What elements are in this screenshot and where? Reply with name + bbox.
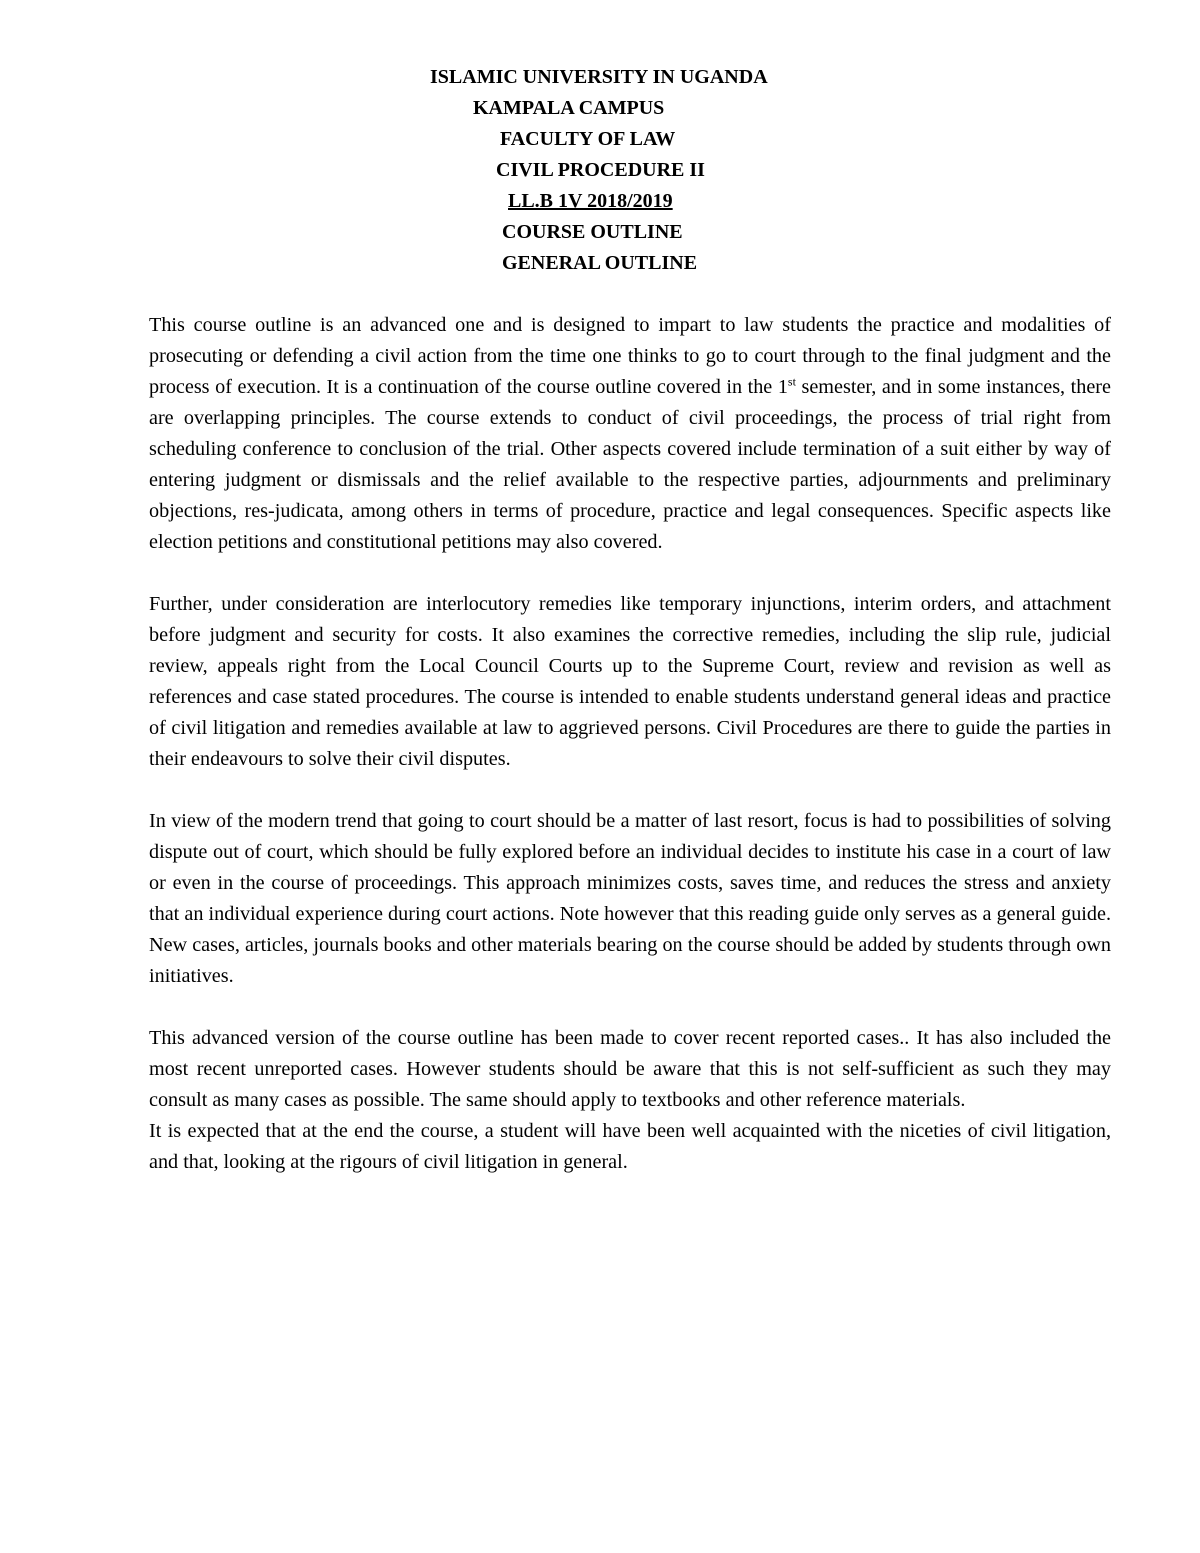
paragraph-expectations: It is expected that at the end the course, a student will have been well acquainted with the niceties of civil litigation, and that, looking at the rigours of civil litigation in general. <box>149 1120 1111 1173</box>
ordinal-superscript: st <box>787 374 796 389</box>
paragraph-advanced-version: This advanced version of the course outline has been made to cover recent reported cases.. It has also included the most recent unreported cases. However students should be aware that this is not self-sufficient as such they may consult as many cases as possible. The same should apply to textbooks and other reference materials. <box>149 1027 1111 1111</box>
faculty-title: FACULTY OF LAW <box>500 128 676 150</box>
academic-year: LL.B 1V 2018/2019 <box>508 190 673 212</box>
paragraph-intro <box>149 310 1111 558</box>
course-outline-title: COURSE OUTLINE <box>502 221 683 243</box>
campus-title: KAMPALA CAMPUS <box>473 97 665 119</box>
paragraph-remedies: Further, under consideration are interlocutory remedies like temporary injunctions, interim orders, and attachment before judgment and security for costs. It also examines the corrective remedies, including the slip rule, judicial review, appeals right from the Local Council Courts up to the Supreme Court, review and revision as well as references and case stated procedures. The course is intended to enable students understand general ideas and practice of civil litigation and remedies available at law to aggrieved persons. Civil Procedures are there to guide the parties in their endeavours to solve their civil disputes. <box>149 593 1111 770</box>
general-outline-title: GENERAL OUTLINE <box>502 252 698 274</box>
document-heading <box>0 62 1200 279</box>
university-title: ISLAMIC UNIVERSITY IN UGANDA <box>430 66 768 88</box>
course-title: CIVIL PROCEDURE II <box>496 159 705 181</box>
paragraph-adr: In view of the modern trend that going to court should be a matter of last resort, focus is had to possibilities of solving dispute out of court, which should be fully explored before an individual decides to institute his case in a court of law or even in the course of proceedings. This approach minimizes costs, saves time, and reduces the stress and anxiety that an individual experience during court actions. Note however that this reading guide only serves as a general guide. New cases, articles, journals books and other materials bearing on the course should be added by students through own initiatives. <box>149 810 1111 987</box>
paragraph-intro-part-1: This course outline is an advanced one and is designed to impart to law students the practice and modalities of prosecuting or defending a civil action from the time one thinks to go to court through to the final judgment and the process of execution. It is a continuation of the course outline covered in the 1 <box>149 314 1111 398</box>
document-body <box>149 310 1111 1178</box>
paragraph-intro-part-2: semester, and in some instances, there are overlapping principles. The course extends to conduct of civil proceedings, the process of trial right from scheduling conference to conclusion of the trial. Other aspects covered include termination of a suit either by way of entering judgment or dismissals and the relief available to the respective parties, adjournments and preliminary objections, res-judicata, among others in terms of procedure, practice and legal consequences. Specific aspects like election petitions and constitutional petitions may also covered. <box>149 376 1111 553</box>
